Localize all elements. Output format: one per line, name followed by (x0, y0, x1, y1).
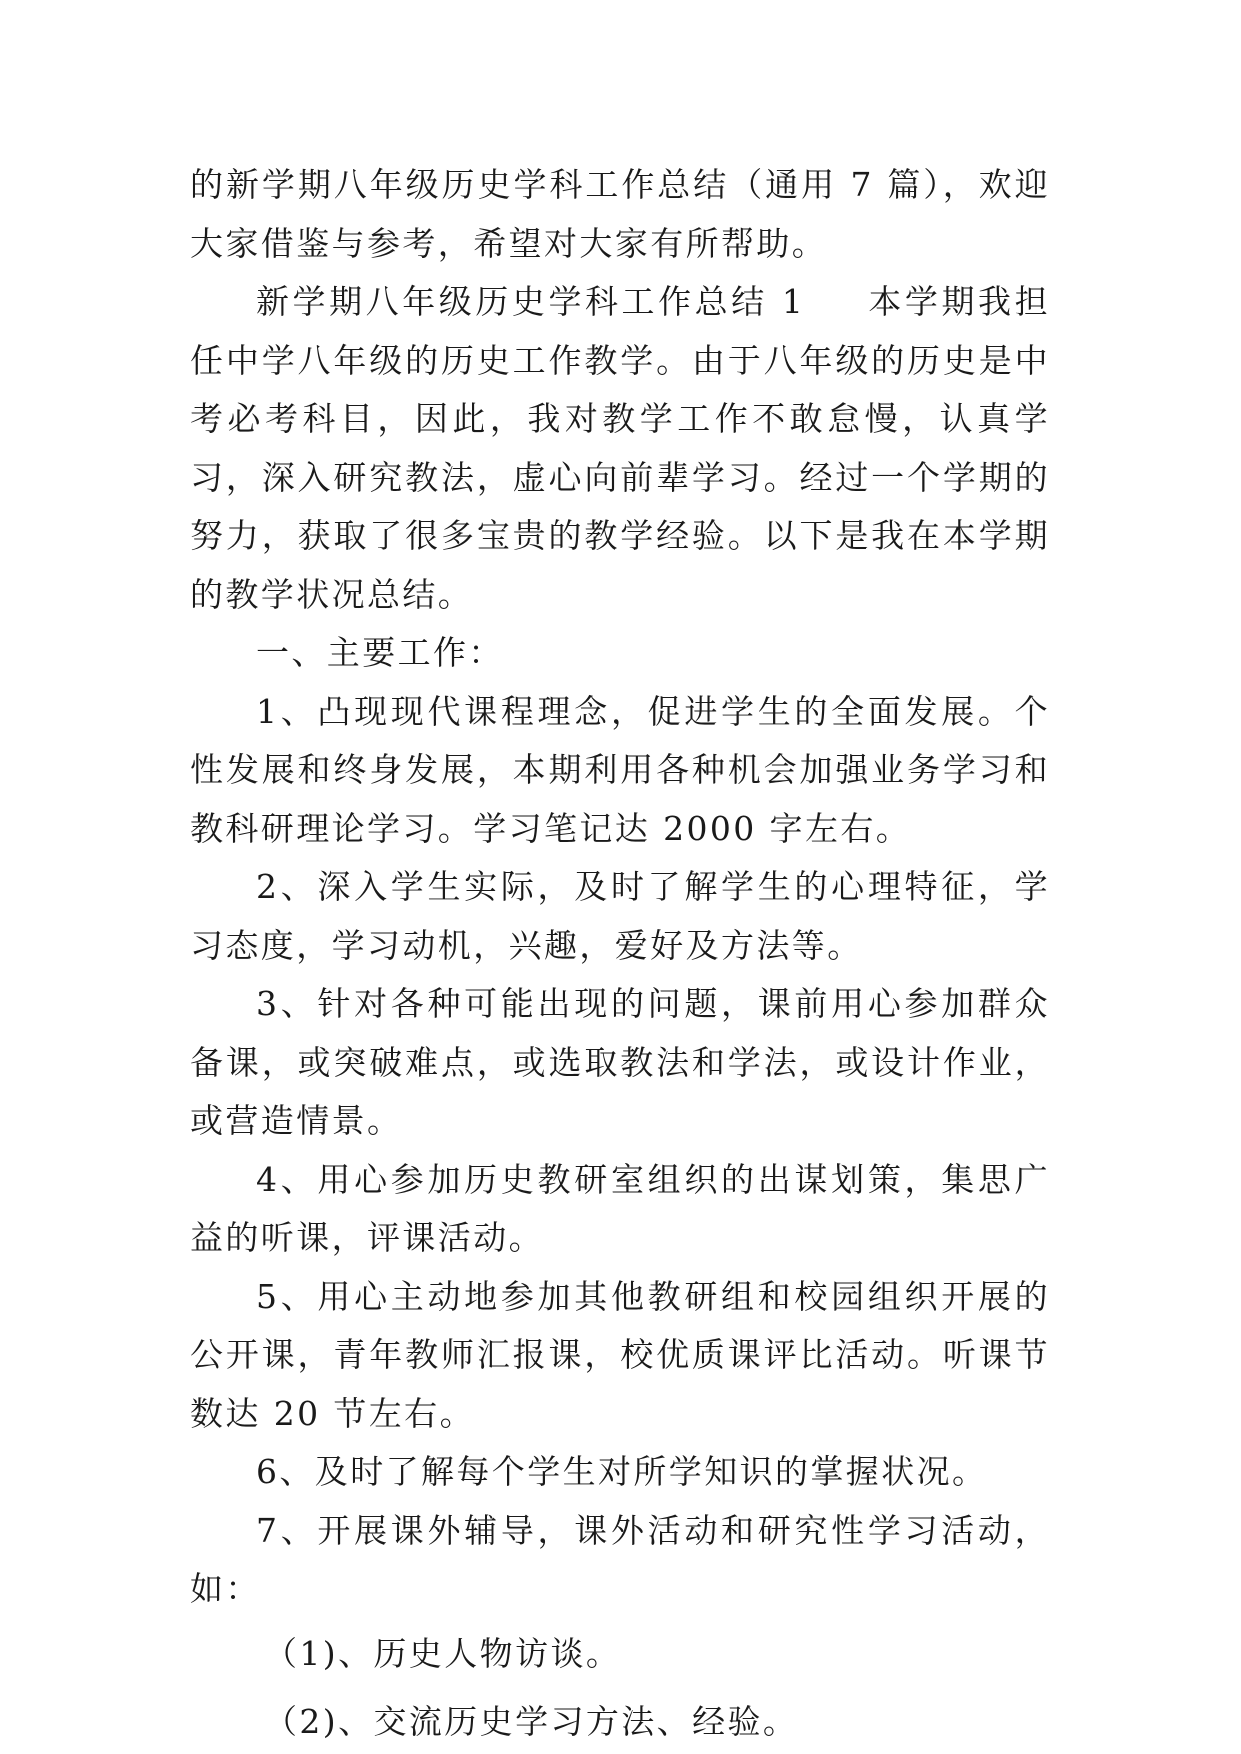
paragraph-item-5: 5、用心主动地参加其他教研组和校园组织开展的公开课，青年教师汇报课，校优质课评比活动。听课节数达 20 节左右。 (190, 1276, 1050, 1433)
paragraph-main-work-heading: 一、主要工作： (256, 633, 504, 672)
paragraph-item-6: 6、及时了解每个学生对所学知识的掌握状况。 (256, 1452, 988, 1491)
paragraph-summary-1 (190, 273, 1050, 624)
paragraph-item-7: 7、开展课外辅导，课外活动和研究性学习活动，如： (190, 1510, 1050, 1608)
paragraph-item-3: 3、针对各种可能出现的问题，课前用心参加群众备课，或突破难点，或选取教法和学法，或设计作业，或营造情景。 (190, 984, 1050, 1140)
paragraph-item-2: 2、深入学生实际，及时了解学生的心理特征，学习态度，学习动机，兴趣，爱好及方法等。 (190, 867, 1050, 965)
paragraph-item-1: 1、凸现现代课程理念，促进学生的全面发展。个性发展和终身发展，本期利用各种机会加强业务学习和教科研理论学习。学习笔记达 2000 字左右。 (190, 691, 1050, 848)
document-body (190, 156, 1050, 1752)
section-heading: 新学期八年级历史学科工作总结 1 (256, 282, 806, 321)
paragraph-subitem-1: （1)、历史人物访谈。 (264, 1633, 622, 1673)
paragraph-subitem-2: （2)、交流历史学习方法、经验。 (264, 1702, 799, 1741)
paragraph-intro: 的新学期八年级历史学科工作总结（通用 7 篇），欢迎大家借鉴与参考，希望对大家有所帮助。 (190, 165, 1050, 263)
summary-1-text: 本学期我担任中学八年级的历史工作教学。由于八年级的历史是中考必考科目，因此，我对教学工作不敢怠慢，认真学习，深入研究教法，虚心向前辈学习。经过一个学期的努力，获取了很多宝贵的教学经验。以下是我在本学期的教学状况总结。 (190, 282, 1050, 614)
paragraph-item-4: 4、用心参加历史教研室组织的出谋划策，集思广益的听课，评课活动。 (190, 1159, 1050, 1257)
